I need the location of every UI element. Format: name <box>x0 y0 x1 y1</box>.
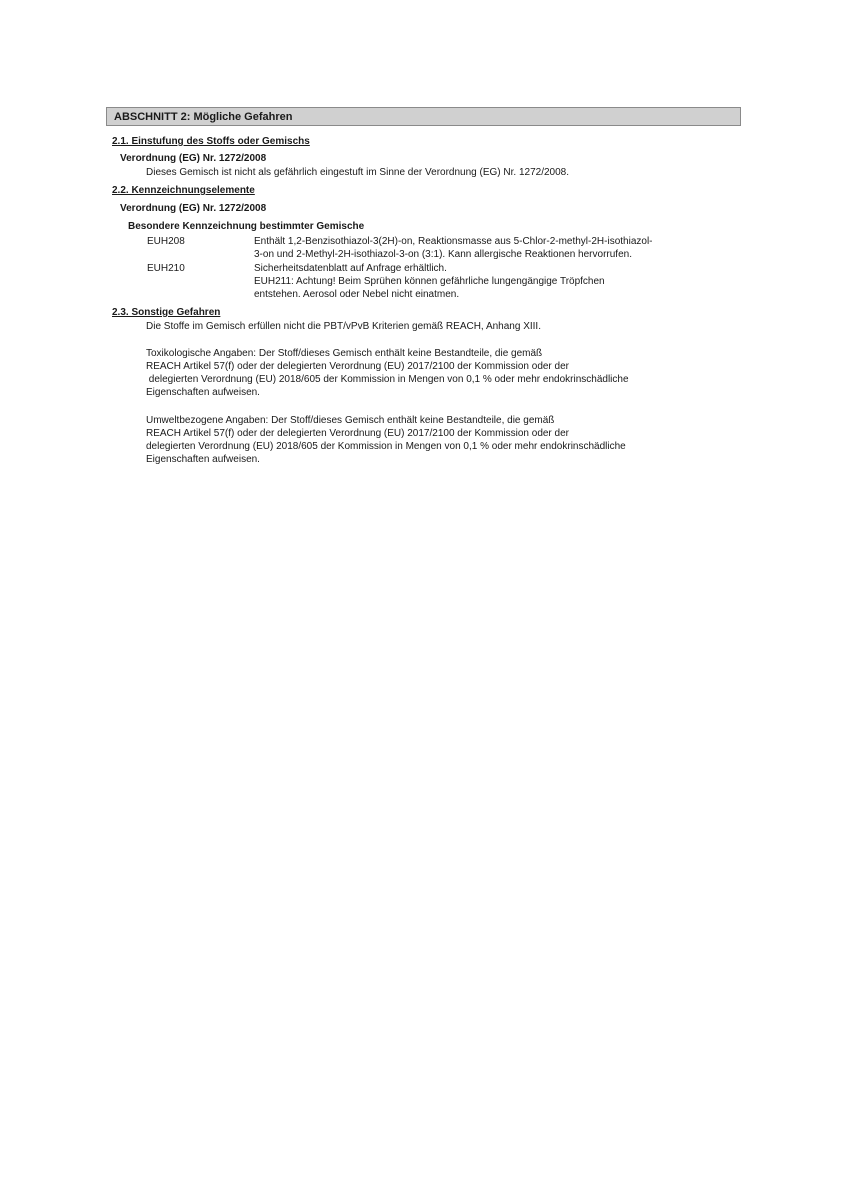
statement-text-line: entstehen. Aerosol oder Nebel nicht einatmen. <box>254 289 460 300</box>
paragraph-line: Eigenschaften aufweisen. <box>146 454 260 465</box>
paragraph-line: delegierten Verordnung (EU) 2018/605 der Kommission in Mengen von 0,1 % oder mehr endokrinschädliche <box>146 374 629 385</box>
heading-2-2: 2.2. Kennzeichnungselemente <box>112 185 255 196</box>
heading-2-3: 2.3. Sonstige Gefahren <box>112 307 221 318</box>
regulation-label-2-2: Verordnung (EG) Nr. 1272/2008 <box>120 203 267 214</box>
regulation-label-2-1: Verordnung (EG) Nr. 1272/2008 <box>120 153 267 164</box>
paragraph-line: delegierten Verordnung (EU) 2018/605 der Kommission in Mengen von 0,1 % oder mehr endokrinschädliche <box>146 441 626 452</box>
paragraph-line: Toxikologische Angaben: Der Stoff/dieses Gemisch enthält keine Bestandteile, die gemäß <box>146 348 543 359</box>
statement-text-line: EUH211: Achtung! Beim Sprühen können gefährliche lungengängige Tröpfchen <box>254 276 605 287</box>
statement-code: EUH208 <box>147 236 185 247</box>
paragraph-line: REACH Artikel 57(f) oder der delegierten Verordnung (EU) 2017/2100 der Kommission oder der <box>146 428 569 439</box>
toxicological-paragraph <box>146 347 706 399</box>
statement-text-line: 3-on und 2-Methyl-2H-isothiazol-3-on (3:1). Kann allergische Reaktionen hervorrufen. <box>254 249 632 260</box>
pbt-text: Die Stoffe im Gemisch erfüllen nicht die PBT/vPvB Kriterien gemäß REACH, Anhang XIII. <box>146 321 541 332</box>
paragraph-line: Umweltbezogene Angaben: Der Stoff/dieses Gemisch enthält keine Bestandteile, die gemäß <box>146 415 555 426</box>
statement-text-line: Enthält 1,2-Benzisothiazol-3(2H)-on, Reaktionsmasse aus 5-Chlor-2-methyl-2H-isothiazol- <box>254 236 653 247</box>
heading-2-1: 2.1. Einstufung des Stoffs oder Gemischs <box>112 136 310 147</box>
section-2-header: ABSCHNITT 2: Mögliche Gefahren <box>106 107 741 126</box>
statement-code: EUH210 <box>147 263 185 274</box>
paragraph-line: REACH Artikel 57(f) oder der delegierten Verordnung (EU) 2017/2100 der Kommission oder der <box>146 361 569 372</box>
classification-text: Dieses Gemisch ist nicht als gefährlich eingestuft im Sinne der Verordnung (EG) Nr. 1272/2008. <box>146 167 569 178</box>
paragraph-line: Eigenschaften aufweisen. <box>146 387 260 398</box>
special-labelling-label: Besondere Kennzeichnung bestimmter Gemische <box>128 221 365 232</box>
statement-text-line: Sicherheitsdatenblatt auf Anfrage erhältlich. <box>254 263 447 274</box>
environmental-paragraph <box>146 414 706 466</box>
